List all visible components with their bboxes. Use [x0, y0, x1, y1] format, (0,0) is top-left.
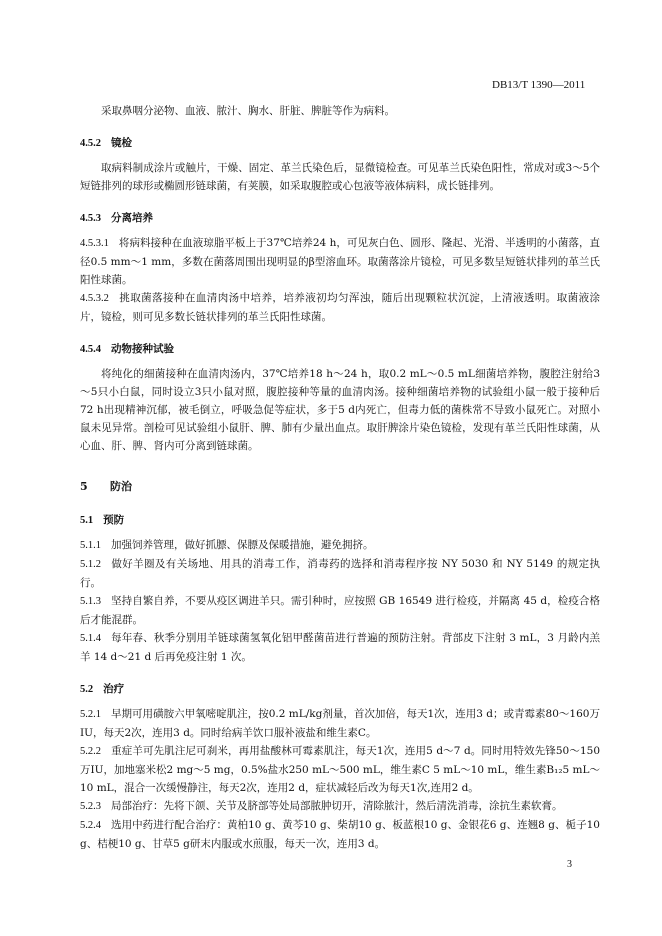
clause-text: 挑取菌落接种在血清肉汤中培养，培养液初均匀浑浊，随后出现颗粒状沉淀，上清液透明。取菌液涂片，镜检，则可见多数长链状排列的革兰氏阳性球菌。	[80, 292, 600, 323]
clause-text: 局部治疗：先将下颌、关节及脐部等处局部脓肿切开，清除脓汁，然后清洗消毒，涂抗生素软膏。	[111, 800, 563, 812]
clause-number: 5.1.2	[80, 559, 101, 570]
heading-4-5-3	[80, 209, 600, 228]
heading-title: 治疗	[103, 683, 125, 695]
clause-4-5-3-2	[80, 289, 600, 326]
heading-title: 预防	[103, 514, 125, 526]
clause-5-2-4	[80, 816, 600, 853]
clause-5-2-3	[80, 797, 600, 816]
heading-number: 5.1	[80, 515, 94, 526]
heading-5-2	[80, 680, 600, 699]
clause-number: 5.1.3	[80, 596, 101, 607]
heading-number: 4.5.3	[80, 213, 101, 224]
clause-number: 4.5.3.1	[80, 238, 109, 249]
heading-number: 5.2	[80, 684, 94, 695]
clause-text: 每年春、秋季分别用羊链球菌氢氧化铝甲醛菌苗进行普遍的预防注射。背部皮下注射 3 mL，3 月龄内羔羊 14 d～21 d 后再免疫注射 1 次。	[80, 632, 600, 663]
clause-text: 重症羊可先肌注尼可刹米，再用盐酸林可霉素肌注，每天1次，连用5 d～7 d。同时用特效先锋50～150万IU，加地塞米松2 mg～5 mg，0.5%盐水250 mL～500 mL，维生素C 5 mL～10 mL，维生素B₁₂5 mL～10 mL，混合一次缓慢静注，每天2次，连用2 d，症状减轻后改为每天1次,连用2 d。	[80, 745, 600, 794]
clause-5-2-1	[80, 705, 600, 742]
clause-number: 5.1.4	[80, 633, 101, 644]
paragraph-4-5-2: 取病料制成涂片或触片，干燥、固定、革兰氏染色后，显微镜检查。可见革兰氏染色阳性，常成对或3～5个短链排列的球形或椭圆形链球菌，有荚膜，如采取腹腔或心包液等液体病料，成长链排列。	[80, 162, 600, 192]
clause-text: 坚持自繁自养，不要从疫区调进羊只。需引种时，应按照 GB 16549 进行检疫，并隔离 45 d，检疫合格后才能混群。	[80, 595, 600, 626]
clause-number: 5.2.1	[80, 709, 101, 720]
clause-text: 做好羊圈及有关场地、用具的消毒工作，消毒药的选择和消毒程序按 NY 5030 和 NY 5149 的规定执行。	[80, 558, 600, 589]
clause-number: 5.2.3	[80, 801, 101, 812]
intro-paragraph: 采取鼻咽分泌物、血液、脓汁、胸水、肝脏、脾脏等作为病料。	[101, 105, 395, 117]
heading-5	[80, 477, 600, 497]
clause-number: 5.2.2	[80, 746, 101, 757]
heading-title: 分离培养	[111, 212, 153, 224]
paragraph-4-5-4: 将纯化的细菌接种在血清肉汤内，37℃培养18 h～24 h，取0.2 mL～0.5 mL细菌培养物，腹腔注射给3～5只小白鼠，同时设立3只小鼠对照，腹腔接种等量的血清肉汤。接种细菌培养物的试验组小鼠一般于接种后72 h出现精神沉郁，被毛倒立，呼吸急促等症状，多于5 d内死亡，但毒力低的菌株常不导致小鼠死亡。对照小鼠未见异常。剖检可见试验组小鼠肝、脾、肺有少量出血点。取肝脾涂片染色镜检，发现有革兰氏阳性球菌，从心血、肝、脾、肾内可分离到链球菌。	[80, 368, 600, 452]
document-body	[80, 102, 600, 853]
heading-5-1	[80, 511, 600, 530]
heading-number: 4.5.4	[80, 344, 101, 355]
heading-4-5-4	[80, 340, 600, 359]
clause-text: 选用中药进行配合治疗：黄柏10 g、黄芩10 g、柴胡10 g、板蓝根10 g、金银花6 g、连翘8 g、栀子10 g、桔梗10 g、甘草5 g研末内服或水煎服，每天一次，连用3 d。	[80, 819, 600, 850]
clause-4-5-3-1	[80, 234, 600, 289]
clause-5-1-3	[80, 592, 600, 629]
clause-5-1-2	[80, 555, 600, 592]
document-id: DB13/T 1390—2011	[492, 79, 586, 91]
clause-text: 加强饲养管理，做好抓膘、保膘及保暖措施，避免拥挤。	[111, 539, 374, 551]
heading-4-5-2	[80, 134, 600, 153]
clause-number: 5.1.1	[80, 540, 101, 551]
heading-title: 动物接种试验	[111, 343, 174, 355]
clause-number: 4.5.3.2	[80, 293, 109, 304]
heading-number: 5	[80, 480, 88, 493]
clause-5-1-1	[80, 536, 600, 555]
clause-5-2-2	[80, 742, 600, 797]
heading-title: 防治	[110, 480, 132, 493]
clause-5-1-4	[80, 629, 600, 666]
clause-text: 将病料接种在血液琼脂平板上于37℃培养24 h，可见灰白色、圆形、隆起、光滑、半透明的小菌落，直径0.5 mm～1 mm，多数在菌落周围出现明显的β型溶血环。取菌落涂片镜检，可见多数呈短链状排列的革兰氏阳性球菌。	[80, 237, 600, 286]
heading-number: 4.5.2	[80, 138, 101, 149]
clause-text: 早期可用磺胺六甲氧嘧啶肌注，按0.2 mL/kg剂量，首次加倍，每天1次，连用3 d；或青霉素80～160万IU，每天2次，连用3 d。同时给病羊饮口服补液盐和维生素C。	[80, 708, 600, 739]
page-number: 3	[567, 859, 572, 870]
heading-title: 镜检	[111, 137, 132, 149]
clause-number: 5.2.4	[80, 820, 101, 831]
